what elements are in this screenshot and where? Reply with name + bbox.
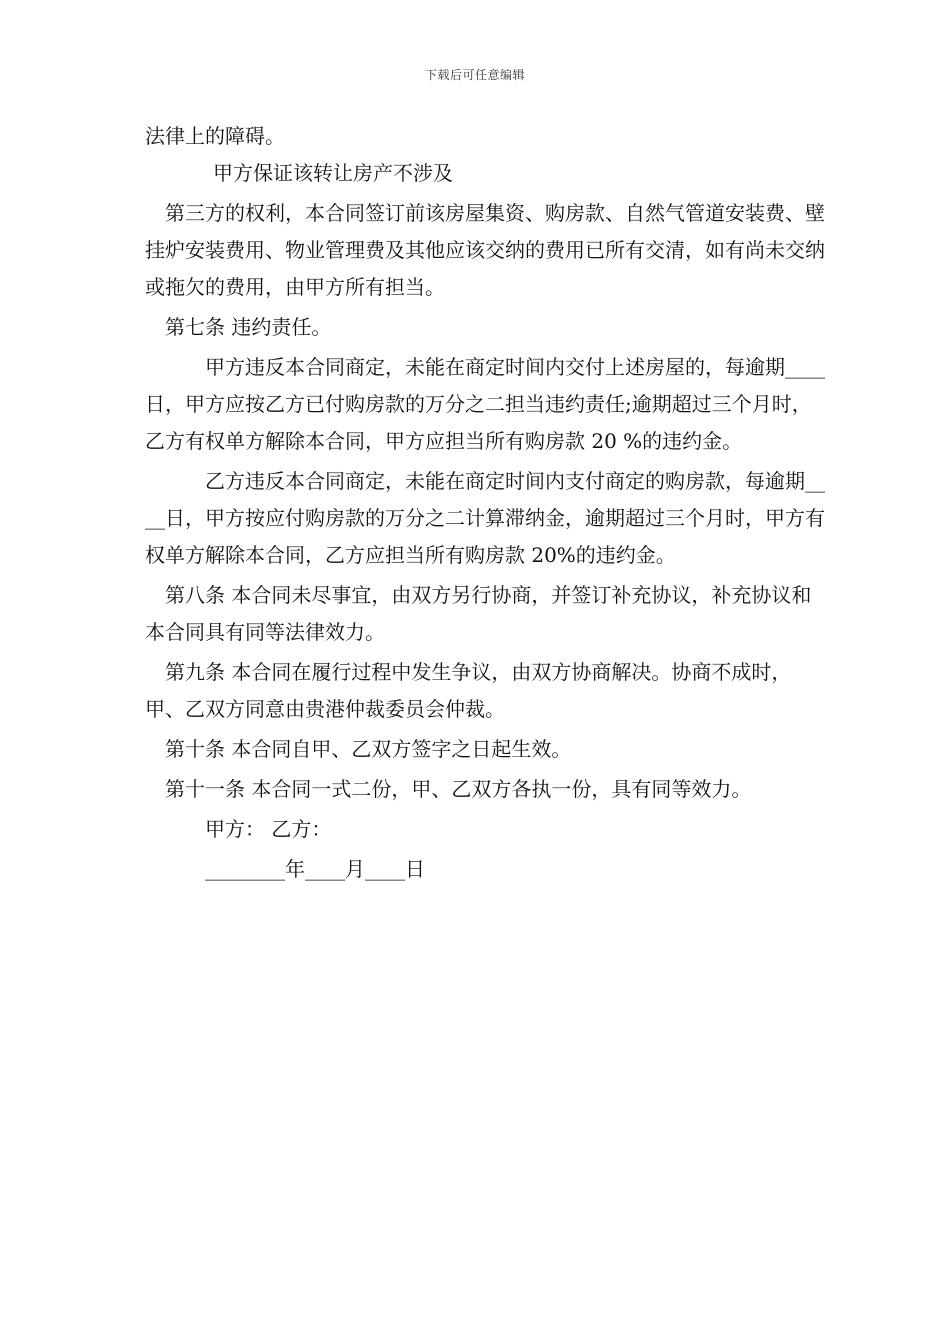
clause-7-title: 第七条 违约责任。 [165,315,332,339]
clause-10: 第十条 本合同自甲、乙双方签字之日起生效。 [165,737,572,761]
document-body [145,118,825,888]
paragraph-third-party-rights: 第三方的权利，本合同签订前该房屋集资、购房款、自然气管道安装费、壁挂炉安装费用、物业管理费及其他应该交纳的费用已所有交清，如有尚未交纳或拖欠的费用，由甲方所有担当。 [145,201,825,299]
signature-parties: 甲方： 乙方： [205,817,332,841]
paragraph-party-a-breach: 甲方违反本合同商定，未能在商定时间内交付上述房屋的，每逾期____日，甲方应按乙方已付购房款的万分之二担当违约责任;逾期超过三个月时，乙方有权单方解除本合同，甲方应担当所有购房款 20 %的违约金。 [145,355,825,453]
paragraph-legal-obstacle: 法律上的障碍。 [145,124,285,148]
paragraph-guarantee: 甲方保证该转让房产不涉及 [213,161,453,185]
page-header: 下载后可任意编辑 [424,68,525,82]
clause-11: 第十一条 本合同一式二份，甲、乙双方各执一份，具有同等效力。 [165,777,752,801]
signature-date: ________年____月____日 [205,857,425,881]
clause-9: 第九条 本合同在履行过程中发生争议，由双方协商解决。协商不成时，甲、乙双方同意由贵港仲裁委员会仲裁。 [145,660,792,721]
paragraph-party-b-breach: 乙方违反本合同商定，未能在商定时间内支付商定的购房款，每逾期____日，甲方按应付购房款的万分之二计算滞纳金，逾期超过三个月时，甲方有权单方解除本合同，乙方应担当所有购房款 20%的违约金。 [145,469,825,567]
clause-8: 第八条 本合同未尽事宜，由双方另行协商，并签订补充协议，补充协议和本合同具有同等法律效力。 [145,583,812,644]
